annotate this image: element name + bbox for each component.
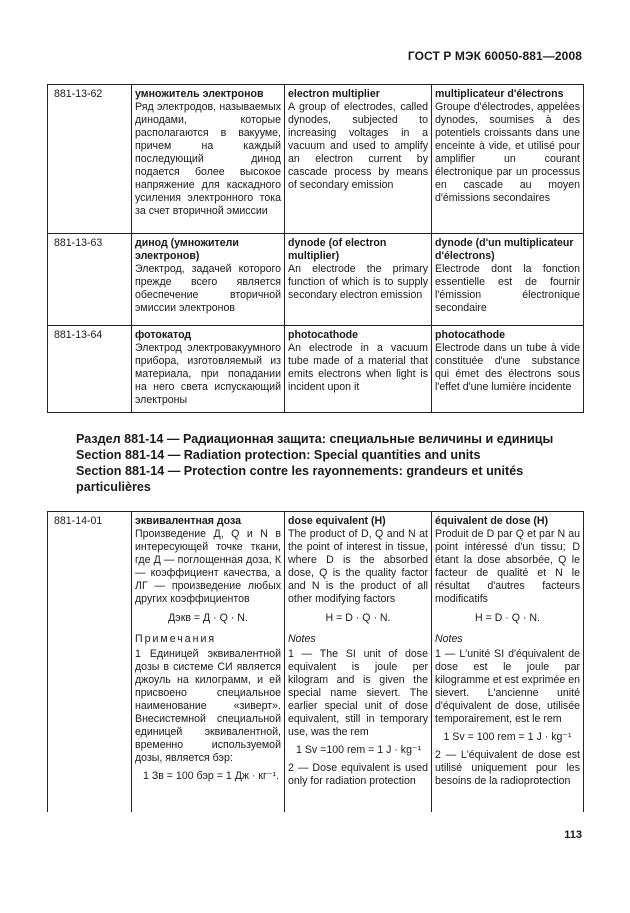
fr-cell <box>432 85 584 234</box>
en-note-1: 1 — The SI unit of dose equivalent is joule per kilogram and is given the special name sievert. The earlier special unit of dose equivalent, still in temporary use, was the rem <box>288 648 428 738</box>
en-notes-heading: Notes <box>288 633 316 645</box>
fr-cell <box>432 326 584 413</box>
fr-unit-equation: 1 Sv = 100 rem = 1 J · kg⁻¹ <box>443 731 572 743</box>
fr-notes-heading: Notes <box>435 633 463 645</box>
fr-definition: Electrode dans un tube à vide constituée d'une substance qui émet des électrons sous l'effet d'une lumière incidente <box>435 342 580 393</box>
table-row <box>48 512 584 812</box>
fr-term: dynode (d'un multiplicateur d'électrons) <box>435 237 574 262</box>
ru-definition: Произведение Д, Q и N в интересующей точке ткани, где Д — поглощенная доза, К — коэффициент качества, а ЛГ — произведение любых других коэффициентов <box>135 528 281 605</box>
en-unit-equation: 1 Sv =100 rem = 1 J · kg⁻¹ <box>296 744 422 756</box>
term-number: 881-13-63 <box>48 234 132 326</box>
fr-formula: H = D · Q · N. <box>474 612 541 624</box>
term-number: 881-14-01 <box>48 512 132 812</box>
en-term: dynode (of electron multiplier) <box>288 237 387 262</box>
section-heading-fr: Section 881-14 — Protection contre les rayonnements: grandeurs et unités particulières <box>76 464 524 494</box>
section-heading-ru: Раздел 881-14 — Радиационная защита: специальные величины и единицы <box>76 432 554 446</box>
fr-note-2: 2 — L'équivalent de dose est utilisé uniquement pour les besoins de la radioprotection <box>435 749 580 787</box>
ru-cell <box>132 85 285 234</box>
en-note-2: 2 — Dose equivalent is used only for radiation protection <box>288 762 428 787</box>
fr-term: multiplicateur d'électrons <box>435 88 564 100</box>
ru-term: фотокатод <box>135 329 192 341</box>
ru-term: эквивалентная доза <box>135 515 241 527</box>
fr-cell <box>432 234 584 326</box>
en-formula: H = D · Q · N. <box>325 612 391 624</box>
en-cell <box>285 512 432 812</box>
fr-note-1: 1 — L'unité SI d'équivalent de dose est le joule par kilogramme et est exprimée en sievert. L'ancienne unité d'équivalent de dose, utilisée temporairement, est le rem <box>435 648 580 725</box>
en-definition: An electrode in a vacuum tube made of a material that emits electrons when light is incident upon it <box>288 342 428 393</box>
ru-notes-heading: Примечания <box>135 633 217 645</box>
ru-cell <box>132 326 285 413</box>
ru-note-1: 1 Единицей эквивалентной дозы в системе СИ является джоуль на килограмм, и ей присвоено специальное наименование «зиверт». Внесистемной специальной единицей эквивалентной, временно используемой дозы, является бэр: <box>135 648 281 764</box>
fr-term: photocathode <box>435 329 506 341</box>
ru-definition: Электрод, задачей которого прежде всего является обеспечение вторичной эмиссии электронов <box>135 263 281 314</box>
en-term: photocathode <box>288 329 359 341</box>
terms-table-14 <box>47 511 584 812</box>
ru-formula: Дэкв = Д · Q · N. <box>168 612 248 624</box>
fr-term: équivalent de dose (H) <box>435 515 549 527</box>
ru-unit-equation: 1 Зв = 100 бэр = 1 Дж · кг⁻¹. <box>143 770 279 782</box>
page-number: 113 <box>564 829 582 841</box>
en-cell <box>285 85 432 234</box>
standard-header: ГОСТ Р МЭК 60050-881—2008 <box>407 49 582 63</box>
fr-definition: Produit de D par Q et par N au point intéressé d'un tissu; D étant la dose absorbée, Q le facteur de qualité et N le résultat d'autres facteurs modificatifs <box>435 528 580 605</box>
table-row <box>48 234 584 326</box>
en-term: electron multiplier <box>288 88 380 100</box>
table-row <box>48 326 584 413</box>
ru-definition: Электрод электровакуумного прибора, изготовляемый из материала, при попадании на него света испускающий электроны <box>135 342 281 406</box>
term-number: 881-13-62 <box>48 85 132 234</box>
en-definition: An electrode the primary function of which is to supply secondary electron emission <box>288 263 428 301</box>
en-cell <box>285 326 432 413</box>
en-definition: The product of D, Q and N at the point of interest in tissue, where D is the absorbed dose, Q is the quality factor and N is the product of all other modifying factors <box>288 528 428 605</box>
en-term: dose equivalent (H) <box>288 515 386 527</box>
terms-table-13 <box>47 84 584 413</box>
term-number: 881-13-64 <box>48 326 132 413</box>
ru-definition: Ряд электродов, называемых динодами, которые располагаются в вакууме, причем на каждый последующий динод подается более высокое напряжение для каскадного усиления электронного тока за счет вторичной эмиссии <box>135 101 281 217</box>
fr-definition: Groupe d'électrodes, appelées dynodes, soumises à des potentiels croissants dans une enceinte à vide, et utilisé pour amplifier un courant électronique par un processus en cascade au moyen d'émissions secondaires <box>435 101 580 204</box>
section-heading <box>76 431 586 495</box>
en-definition: A group of electrodes, called dynodes, subjected to increasing voltages in a vacuum and used to amplify an electron current by cascade process by means of secondary emission <box>288 101 428 191</box>
ru-cell <box>132 234 285 326</box>
en-cell <box>285 234 432 326</box>
fr-definition: Electrode dont la fonction essentielle est de fournir l'émission électronique secondaire <box>435 263 580 314</box>
table-row <box>48 85 584 234</box>
ru-cell <box>132 512 285 812</box>
fr-cell <box>432 512 584 812</box>
section-heading-en: Section 881-14 — Radiation protection: Special quantities and units <box>76 448 481 462</box>
ru-term: умножитель электронов <box>135 88 264 100</box>
ru-term: динод (умножители электронов) <box>135 237 239 262</box>
